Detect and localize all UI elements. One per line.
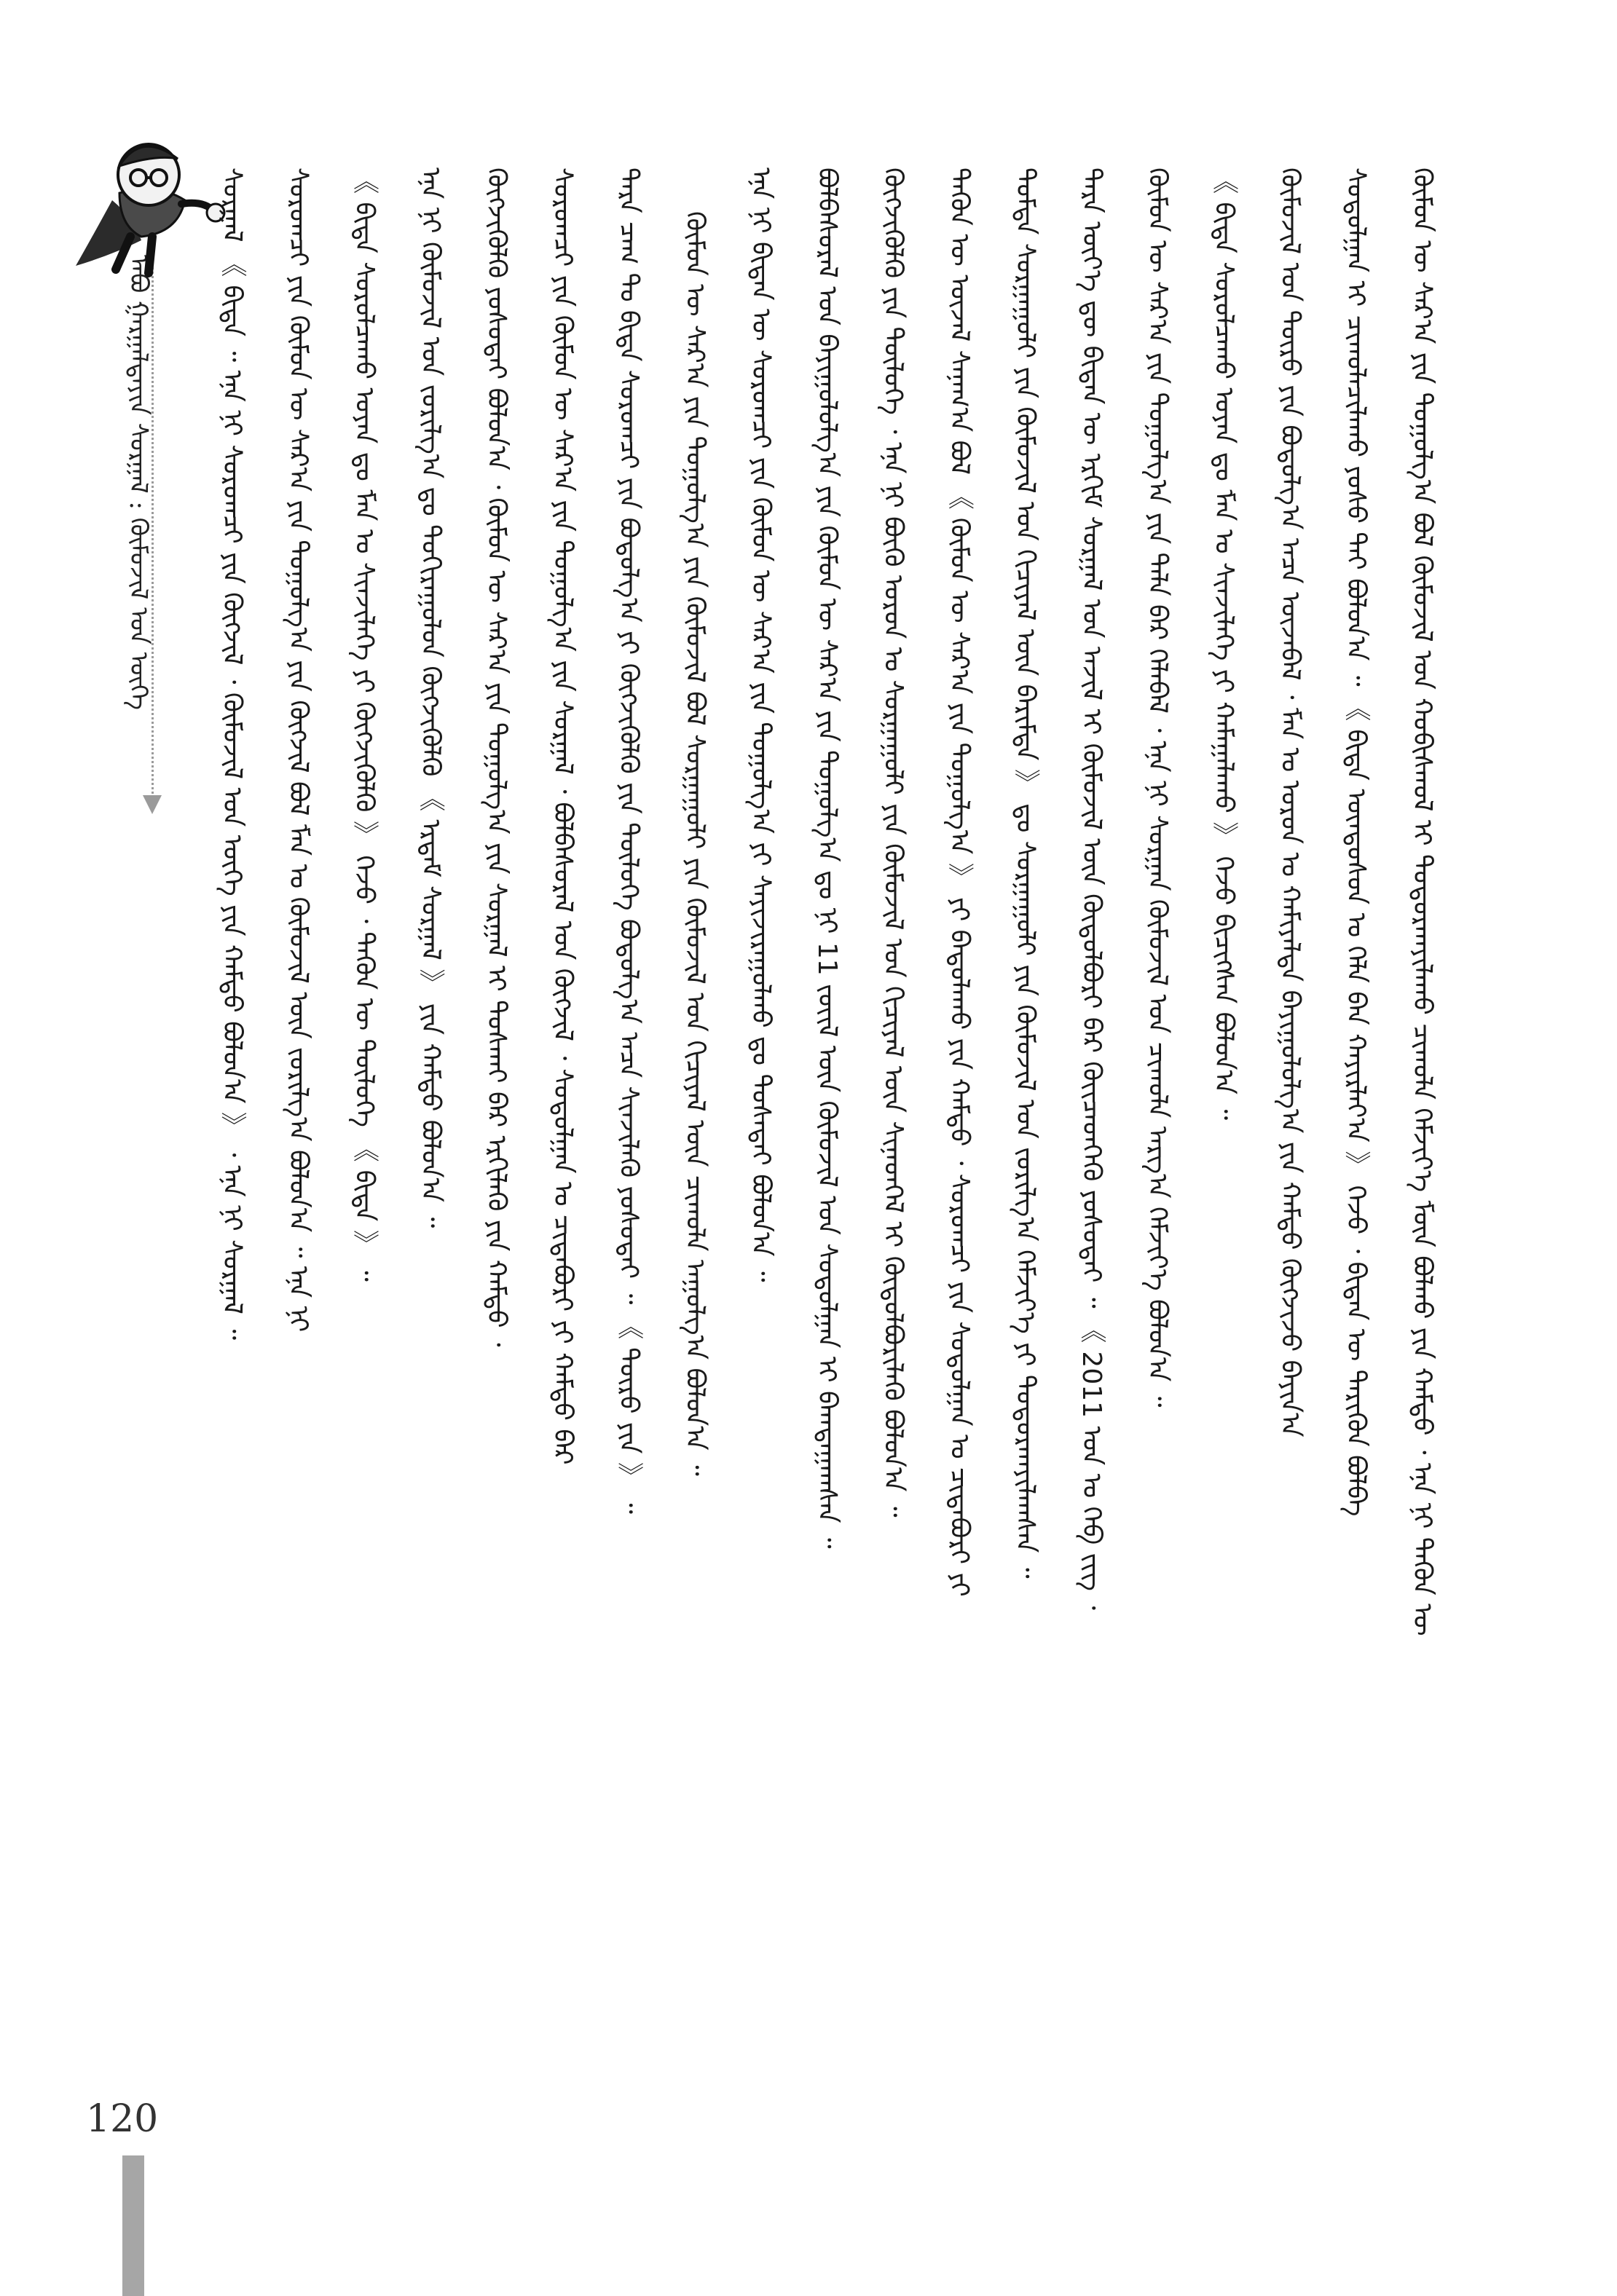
body-text xyxy=(211,167,1442,2148)
text-column: ᠬᠦᠮᠦᠨ ᠦ ᠰᠠᠷ᠎ᠠ ᠶᠢᠨ ᠲᠣᠭᠤᠯᠭ᠎ᠠ ᠶᠢᠨ ᠬᠦᠮᠦᠵᠢᠯ ᠪᠣᠯ ᠰᠤᠷᠭᠠᠭᠤᠯᠢ ᠶᠢᠨ ᠬᠦᠮᠦᠵᠢᠯ ᠤᠨ ᠬᠢᠴᠢᠶᠡᠯ ᠦᠨ ᠴᠢᠬᠤᠯᠠ ᠠᠭᠤᠯᠭ᠎ᠠ ᠪᠣᠯᠤᠨ᠎ᠠ ᠃ xyxy=(680,211,710,1476)
text-column: ᠰᠤᠷᠤᠭᠴᠢ ᠶᠢᠨ ᠬᠦᠮᠦᠨ ᠦ ᠰᠠᠷ᠎ᠠ ᠶᠢᠨ ᠲᠣᠭᠤᠯᠭ᠎ᠠ ᠶᠢᠨ ᠬᠥᠭᠵᠢᠯ ᠪᠣᠯ ᠮᠠᠨ ᠤ ᠬᠦᠮᠦᠵᠢᠯ ᠦᠨ ᠵᠣᠷᠢᠯᠭ᠎ᠠ ᠪᠣᠯᠤᠨ᠎ᠠ ᠃ ᠡᠨᠡ ᠨᠢ xyxy=(283,167,313,1333)
text-column: ᠬᠥᠭᠵᠢᠭᠦᠯᠬᠦ ᠶᠣᠰᠣᠲᠠᠢ ᠪᠣᠯᠤᠨ᠎ᠠ ᠂ ᠬᠦᠮᠦᠨ ᠦ ᠰᠠᠷ᠎ᠠ ᠶᠢᠨ ᠲᠣᠭᠤᠯᠭ᠎ᠠ ᠶᠢᠨ ᠰᠤᠷᠭᠠᠯ ᠢ ᠲᠤᠰᠬᠠᠢ ᠪᠠᠷ ᠡᠷᠬᠢᠯᠡᠬᠦ ᠶᠢᠨ ᠬᠠᠮᠲᠤ ᠂ xyxy=(481,167,512,1347)
text-column: ᠡᠨᠡ ᠨᠢ ᠬᠦᠮᠦᠵᠢᠯ ᠤᠨ ᠵᠣᠷᠢᠯᠭ᠎ᠠ ᠳᠤ ᠲᠣᠬᠢᠷᠠᠭᠤᠯᠤᠨ ᠬᠥᠭᠵᠢᠭᠦᠯᠬᠦ 《 ᠡᠷᠳᠡᠮ ᠰᠤᠷᠭᠠᠯ 》 ᠶᠢᠨ ᠬᠠᠮᠲᠤ ᠪᠣᠯᠤᠨ᠎ᠠ ᠃ xyxy=(415,167,446,1228)
triangle-arrow-icon xyxy=(143,795,162,814)
page-number: 120 xyxy=(86,2097,159,2141)
text-column: ᠪᠣᠯᠪᠠᠰᠤᠷᠠᠯ ᠤᠨ ᠪᠠᠶᠢᠭᠤᠯᠤᠯᠭ᠎ᠠ ᠶᠢᠨ ᠬᠦᠮᠦᠨ ᠦ ᠰᠠᠷ᠎ᠠ ᠶᠢᠨ ᠲᠣᠭᠤᠯᠭ᠎ᠠ ᠳᠤ ᠨᠢ 11 ᠵᠦᠢᠯ ᠦᠨ ᠬᠦᠮᠦᠵᠢᠯ ᠤᠨ ᠰᠤᠳᠤᠯᠭᠠᠨ ᠢ ᠪᠠᠭᠲᠠᠭᠠᠭᠰᠠᠨ ᠃ xyxy=(811,167,842,1549)
text-column: 《 ᠪᠢᠳᠡ ᠰᠤᠷᠤᠯᠴᠠᠬᠤ ᠤᠶᠠᠨ ᠳᠤ ᠮᠠᠨ ᠤ ᠰᠢᠨᠵᠢᠯᠡᠭᠡ ᠶᠢ ᠬᠥᠭᠵᠢᠭᠦᠯᠬᠦ 》 ᠭᠡᠵᠦ ᠂ ᠲᠡᠭᠦᠨ ᠦ ᠲᠥᠯᠥᠭᠡ 《 ᠪᠢᠳᠡ 》 ᠃ xyxy=(349,167,379,1282)
text-column: ᠰᠤᠷᠭᠠᠯ 《 ᠪᠢᠳᠡ ᠃ ᠡᠨᠡ ᠨᠢ ᠰᠤᠷᠤᠭᠴᠢ ᠶᠢᠨ ᠬᠥᠭᠵᠢᠯ ᠂ ᠬᠦᠮᠦᠵᠢᠯ ᠤᠨ ᠦᠭᠡ ᠶᠢᠨ ᠬᠠᠮᠲᠤ ᠪᠣᠯᠤᠨ᠎ᠠ 》 ᠂ ᠡᠨᠡ ᠨᠢ ᠰᠤᠷᠭᠠᠯ ᠃ xyxy=(217,167,247,1341)
text-column: ᠡᠨᠡ ᠨᠢ ᠪᠢᠳᠡᠨ ᠦ ᠰᠤᠷᠤᠭᠴᠢ ᠶᠢᠨ ᠬᠦᠮᠦᠨ ᠦ ᠰᠠᠷ᠎ᠠ ᠶᠢᠨ ᠲᠣᠭᠤᠯᠭ᠎ᠠ ᠶᠢ ᠰᠠᠶᠢᠵᠢᠷᠠᠭᠤᠯᠬᠤ ᠳᠤ ᠲᠣᠰᠠᠲᠠᠢ ᠪᠣᠯᠤᠨ᠎ᠠ ᠃ xyxy=(746,167,776,1282)
text-column: ᠲᠡᠷᠡ ᠦᠶ᠎ᠡ ᠳᠦ ᠪᠢᠳᠡᠨ ᠦ ᠡᠷᠬᠢᠮ ᠰᠤᠷᠭᠠᠯ ᠤᠨ ᠠᠵᠢᠯ ᠢ ᠬᠦᠮᠦᠵᠢᠯ ᠦᠨ ᠬᠥᠲᠥᠯᠪᠦᠷᠢ ᠪᠡᠷ ᠭᠦᠢᠴᠡᠳᠬᠡᠬᠦ ᠶᠣᠰᠣᠲᠠᠢ ᠃ 《 2011 ᠣᠨ ᠤ ᠬᠡᠪ ᠵᠢᠭ ᠂ xyxy=(1076,167,1106,1610)
dotted-rule xyxy=(152,240,154,794)
text-column: ᠬᠥᠭᠵᠢᠭᠦᠯᠬᠦ ᠶᠢᠨ ᠲᠥᠯᠥᠭᠡ ᠂ ᠡᠨᠡ ᠨᠢ ᠪᠦᠬᠦ ᠣᠷᠣᠨ ᠤ ᠰᠤᠷᠭᠠᠭᠤᠯᠢ ᠶᠢᠨ ᠬᠦᠮᠦᠵᠢᠯ ᠤᠨ ᠬᠢᠴᠢᠶᠡᠯ ᠦᠨ ᠰᠢᠨᠡᠳᠬᠡᠯ ᠢ ᠬᠥᠲᠥᠯᠪᠦᠷᠢᠯᠡᠬᠦ ᠪᠣᠯᠤᠨ᠎ᠠ ᠃ xyxy=(878,167,908,1518)
text-column: ᠰᠤᠳᠤᠯᠭᠠᠨ ᠢ ᠴᠢᠬᠤᠯᠠᠴᠢᠯᠠᠬᠤ ᠶᠣᠰᠣ ᠲᠠᠢ ᠪᠣᠯᠤᠨ᠎ᠠ ᠃ 《 ᠪᠢᠳᠡ ᠦᠨᠳᠦᠰᠦᠨ ᠤ ᠬᠡᠯᠡ ᠪᠡᠨ ᠬᠠᠶᠢᠷᠯᠠᠶ᠎ᠠ 》 ᠭᠡᠵᠦ ᠂ ᠪᠢᠳᠡᠨ ᠦ ᠲᠡᠷᠢᠭᠦᠨ ᠪᠣᠯᠪᠠ xyxy=(1341,167,1372,1517)
text-column: 《 ᠪᠢᠳᠡ ᠰᠤᠷᠤᠯᠴᠠᠬᠤ ᠤᠶᠠᠨ ᠳᠤ ᠮᠠᠨ ᠤ ᠰᠢᠨᠵᠢᠯᠡᠭᠡ ᠶᠢ ᠬᠠᠮᠠᠭᠠᠯᠠᠬᠤ 》 ᠭᠡᠵᠦ ᠪᠢᠴᠢᠭᠰᠡᠨ ᠪᠣᠯᠤᠨ᠎ᠠ ᠃ xyxy=(1208,167,1239,1121)
text-column: ᠬᠦᠮᠦᠵᠢᠯ ᠤᠨ ᠲᠦᠷᠦ ᠶᠢᠨ ᠪᠣᠳᠣᠯᠭ᠎ᠠ ᠠᠴᠠ ᠦᠵᠡᠪᠡᠯ ᠂ ᠮᠠᠨ ᠤ ᠣᠷᠣᠨ ᠤ ᠬᠠᠮᠢᠶᠠᠯᠲᠠ ᠪᠠᠶᠢᠭᠤᠯᠤᠯᠭ᠎ᠠ ᠶᠢᠨ ᠬᠠᠮᠲᠤ ᠬᠥᠭᠵᠢᠵᠦ ᠪᠠᠶᠢᠨ᠎ᠠ xyxy=(1275,167,1305,1437)
text-column: ᠬᠦᠮᠦᠨ ᠦ ᠰᠠᠷ᠎ᠠ ᠶᠢᠨ ᠲᠣᠭᠤᠯᠭ᠎ᠠ ᠶᠢᠨ ᠲᠠᠯᠠ ᠪᠠᠷ ᠬᠡᠯᠡᠪᠡᠯ ᠂ ᠡᠨᠡ ᠨᠢ ᠰᠤᠷᠭᠠᠨ ᠬᠦᠮᠦᠵᠢᠯ ᠤᠨ ᠴᠢᠬᠤᠯᠠ ᠠᠷᠭ᠎ᠠ ᠬᠡᠮᠵᠢᠶ᠎ᠡ ᠪᠣᠯᠤᠨ᠎ᠠ ᠃ xyxy=(1142,167,1173,1408)
text-column: ᠬᠦᠮᠦᠨ ᠦ ᠰᠠᠷ᠎ᠠ ᠶᠢᠨ ᠲᠣᠭᠤᠯᠭ᠎ᠠ ᠪᠣᠯ ᠬᠦᠮᠦᠵᠢᠯ ᠤᠨ ᠬᠤᠪᠢᠰᠬᠤᠯ ᠢ ᠲᠣᠳᠣᠷᠬᠠᠶᠢᠯᠠᠬᠤ ᠴᠢᠬᠤᠯᠠ ᠬᠡᠮᠵᠢᠶ᠎ᠡ ᠮᠥᠨ ᠪᠣᠯᠬᠤ ᠶᠢᠨ ᠬᠠᠮᠲᠤ ᠂ ᠡᠨᠡ ᠨᠢ ᠲᠡᠭᠦᠨ ᠦ xyxy=(1406,167,1437,1636)
mascot-illustration xyxy=(61,131,229,284)
running-head: ᠠᠪᠤ ᠭᠠᠷᠭᠠᠯᠲᠠᠶᠢᠨ ᠰᠤᠷᠭᠠᠯ : ᠬᠦᠮᠦᠵᠢᠯ ᠤᠨ ᠦᠭᠡ xyxy=(124,255,153,710)
gray-tab-marker xyxy=(122,2155,144,2296)
text-column: ᠲᠡᠷᠡ ᠴᠠᠭ ᠲᠤ ᠪᠢᠳᠡ ᠰᠤᠷᠤᠭᠴᠢ ᠶᠢᠨ ᠪᠣᠳᠣᠯᠭ᠎ᠠ ᠶᠢ ᠬᠥᠭᠵᠢᠭᠦᠯᠬᠦ ᠶᠢᠨ ᠲᠥᠯᠥᠭᠡ ᠪᠣᠳᠣᠯᠭ᠎ᠠ ᠠᠴᠠ ᠰᠢᠨᠵᠢᠯᠡᠬᠦ ᠶᠣᠰᠣᠲᠠᠢ ᠃ 《 ᠲᠦᠷᠦ ᠶᠢᠨ 》 ᠃ xyxy=(613,167,644,1514)
text-column: ᠲᠡᠭᠦᠨ ᠦ ᠦᠵᠡᠯ ᠰᠠᠨᠠᠭ᠎ᠠ ᠪᠣᠯ 《 ᠬᠦᠮᠦᠨ ᠦ ᠰᠠᠷ᠎ᠠ ᠶᠢᠨ ᠲᠣᠭᠤᠯᠭ᠎ᠠ 》 ᠶᠢ ᠪᠠᠲᠤᠯᠠᠬᠤ ᠶᠢᠨ ᠬᠠᠮᠲᠤ ᠂ ᠰᠤᠷᠤᠭᠴᠢ ᠶᠢᠨ ᠰᠤᠳᠤᠯᠭᠠᠨ ᠤ ᠴᠢᠳᠠᠪᠤᠷᠢ ᠶᠢ xyxy=(944,167,975,1597)
text-column: ᠳᠤᠮᠳᠠ ᠰᠤᠷᠭᠠᠭᠤᠯᠢ ᠶᠢᠨ ᠬᠦᠮᠦᠵᠢᠯ ᠤᠨ ᠬᠢᠴᠢᠶᠡᠯ ᠦᠨ ᠪᠠᠷᠢᠮᠲᠠ 》 ᠳᠤ ᠰᠤᠷᠭᠠᠭᠤᠯᠢ ᠶᠢᠨ ᠬᠦᠮᠦᠵᠢᠯ ᠤᠨ ᠵᠣᠷᠢᠯᠭ᠎ᠠ ᠬᠡᠮᠵᠢᠶ᠎ᠡ ᠶᠢ ᠲᠣᠳᠣᠷᠬᠠᠶᠢᠯᠠᠭᠰᠠᠨ ᠃ xyxy=(1010,167,1041,1579)
text-column: ᠰᠤᠷᠤᠭᠴᠢ ᠶᠢᠨ ᠬᠦᠮᠦᠨ ᠦ ᠰᠠᠷ᠎ᠠ ᠶᠢᠨ ᠲᠣᠭᠤᠯᠭ᠎ᠠ ᠶᠢᠨ ᠰᠤᠷᠭᠠᠯ ᠂ ᠪᠣᠯᠪᠠᠰᠤᠷᠠᠯ ᠤᠨ ᠬᠥᠭᠵᠢᠯ ᠂ ᠰᠤᠳᠤᠯᠭᠠᠨ ᠤ ᠴᠢᠳᠠᠪᠤᠷᠢ ᠶᠢ ᠬᠠᠮᠲᠤ ᠪᠠᠷ xyxy=(547,167,578,1465)
